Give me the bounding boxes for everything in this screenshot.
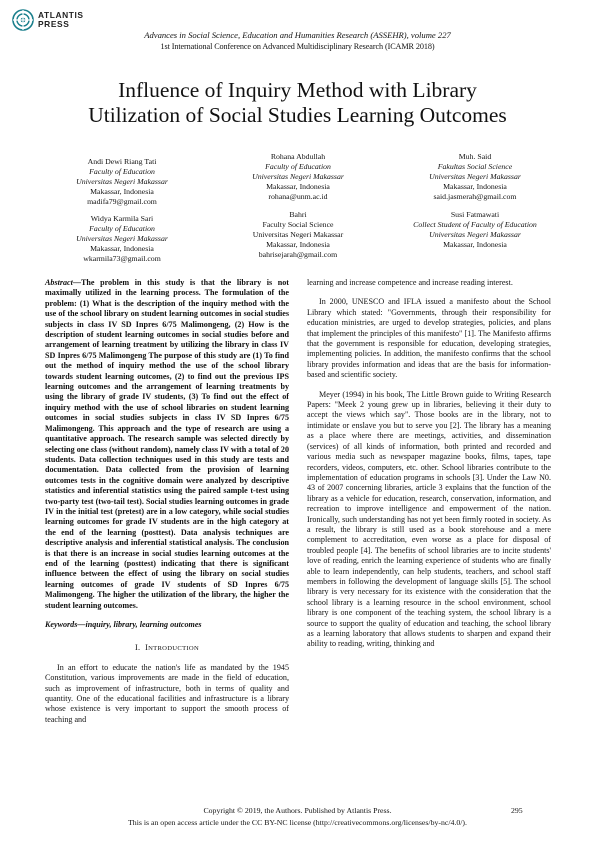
author-univ: Universitas Negeri Makassar [76,177,168,186]
meyer-paragraph: Meyer (1994) in his book, The Little Brown guide to Writing Research Papers: "Meek 2 young grew up in libraries, believing it their duty to accept the views which say". Those books are in the library, not to intimidate or enslave you but to serve you [2]. The library has a meaning as a place where there are meetings, activities, and dissemination (services) of all kinds of information, both printed and recorded and various media such as newspaper magazine books, films, tapes, tape recorders, videos, computers, etc. other. School libraries contribute to the implementation of education programs in schools [3]. Under the Law N0. 43 of 2007 concerning libraries, article 3 explains that the function of the library as a vehicle for education, research, conservation, information, and recreation to improve intelligence and empowerment of the nation. Ironically, such understanding has not yet been firmly rooted in society. As a result, the library is still used as a book storehouse and a mere complement to accreditation, even worse as a place for disposal of troubled people [4]. The benefits of school libraries are to incite students' love of reading, enrich the learning experience of students who are finally able to learn independently, can help students, teachers, and school staff members in following the development of language skills [5]. The school library is very necessary for its existence with the consideration that the school library is a learning resource in the school environment, school library is one component of the teaching system, the school library is a source to support the quality of education and teaching, the school library as a learning laboratory that allows students to sharpen and expand their ability to reading, writing, thinking and [307,389,551,649]
author-univ: Universitas Negeri Makassar [252,172,344,181]
right-column [307,278,551,659]
author-city: Makassar, Indonesia [90,187,154,196]
section-number: I. [134,643,141,653]
section-title-initial: I [145,643,149,653]
author-block [385,210,565,250]
atlantis-press-logo-icon [12,9,34,31]
author-dept: Faculty of Education [89,224,155,233]
author-block [395,152,555,202]
keywords: Keywords—inquiry, library, learning outcomes [45,620,202,629]
logo-line-1: ATLANTIS [38,10,84,20]
author-city: Makassar, Indonesia [266,240,330,249]
author-email: wkarmila73@gmail.com [83,254,161,263]
author-name: Widya Karmila Sari [90,214,154,223]
author-name: Rohana Abdullah [270,152,326,161]
license-line: This is an open access article under the CC BY-NC license (http://creativecommons.org/licenses/by-nc/4.0/). [128,818,467,827]
author-dept: Collect Student of Faculty of Education [413,220,537,229]
author-city: Makassar, Indonesia [443,240,507,249]
section-title-rest: NTRODUCTION [148,645,200,653]
author-univ: Universitas Negeri Makassar [252,230,344,239]
author-name: Bahri [289,210,307,219]
intro-paragraph: In an effort to educate the nation's life as mandated by the 1945 Constitution, various improvements are made in the field of education, such as improvement of infrastructure, both in terms of quality and quantity. One of the educational facilities and infrastructure is a library whose existence is very important to support the smooth process of teaching and [45,662,289,724]
abstract-text: The problem in this study is that the library is not maximally utilized in the learning process. The formulation of the problem: (1) What is the description of the inquiry method with the use of the school library on student learning outcomes in social studies subjects in class IV SD Inpres 6/75 Malimongeng, (2) How is the description of student learning outcomes in social studies before and arrangement of learning treatment by utilizing the library in class IV SD Inpres 6/75 Malimongeng The purpose of this study are (1) To find out the method of inquiry method the use of the school library towards student learning outcomes, (2) to find out the previous IPS learning outcomes and the arrangement of learning treatments by using the library of grade IV students, (3) To find out the effect of inquiry method with the use of school libraries on student learning outcomes in social studies subjects in class IV SD Inpres 6/75 Malimongeng. This approach and the type of research are using a quantitative approach. The research sample was selected directly by selecting one class (without random), namely class IV with a total of 20 students. Data collection techniques used in this study are tests and documentation. Data collected from the provision of learning outcomes tests in the cognitive domain were analyzed by descriptive statistics and inferential statistics using the paired sample t-test using two-party test (two-tail test). Social studies learning outcomes in grade IV in the initial test (pretest) are in a low category, while social studies learning outcomes for grade IV students are in the high category at the end of the learning (posttest). Data analysis techniques are descriptive analysis and inferential statistical analysis. The conclusion is that there is an increase in social studies learning outcomes at the end of the learning (posttest) indicating that there is significant influence between the effect of using the library on social studies learning outcomes of grade IV students of SD Inpres 6/75 Malimongeng. The higher the utilization of the library, the higher the student learning outcomes. [45,278,289,610]
author-block [42,157,202,207]
author-dept: Fakultas Social Science [437,162,513,171]
author-name: Muh. Said [458,152,492,161]
author-name: Susi Fatmawati [450,210,500,219]
author-email: madifa79@gmail.com [87,197,157,206]
author-block [218,210,378,260]
copyright-line: Copyright © 2019, the Authors. Published by Atlantis Press. [203,806,392,815]
publisher-logo [12,9,84,31]
left-column [45,278,289,734]
abstract: Abstract—The problem in this study is that the library is not maximally utilized in the learning process. The formulation of the problem: (1) What is the description of the inquiry method with the use of the school library on student learning outcomes in social studies subjects in class IV SD Inpres 6/75 Malimongeng, (2) How is the description of student learning outcomes in social studies before and arrangement of learning treatment by utilizing the library in class IV SD Inpres 6/75 Malimongeng The purpose of this study are (1) To find out the method of inquiry method the use of the school library towards student learning outcomes, (2) to find out the previous IPS learning outcomes and the arrangement of learning treatments by using the library of grade IV students, (3) To find out the effect of inquiry method with the use of school libraries on student learning outcomes in social studies subjects in class IV SD Inpres 6/75 Malimongeng. This approach and the type of research are using a quantitative approach. The research sample was selected directly by selecting one class (without random), namely class IV with a total of 20 students. Data collection techniques used in this study are tests and documentation. Data collected from the provision of learning outcomes tests in the cognitive domain were analyzed by descriptive statistics and inferential statistics using the paired sample t-test using two-party test (two-tail test). Social studies learning outcomes in grade IV in the initial test (pretest) are in a low category, while social studies learning outcomes for grade IV students are in the high category at the end of the learning (posttest). Data analysis techniques are descriptive analysis and inferential statistical analysis. The conclusion is that there is an increase in social studies learning outcomes at the end of the learning (posttest) indicating that there is significant influence between the effect of using the library on social studies learning outcomes of grade IV students of SD Inpres 6/75 Malimongeng. The higher the utilization of the library, the higher the student learning outcomes. [45,278,289,610]
author-univ: Universitas Negeri Makassar [429,172,521,181]
logo-line-2: PRESS [38,19,70,29]
abstract-label: Abstract [45,278,73,287]
logo-wordmark [38,11,84,29]
author-email: bahrisejarah@gmail.com [258,250,338,259]
journal-header: Advances in Social Science, Education and Humanities Research (ASSEHR), volume 227 [144,30,451,40]
page-number: 295 [511,806,523,815]
title-line-2: Utilization of Social Studies Learning Outcomes [88,103,507,127]
author-univ: Universitas Negeri Makassar [429,230,521,239]
author-email: said.jasmerah@gmail.com [433,192,517,201]
title-line-1: Influence of Inquiry Method with Library [118,78,477,102]
author-dept: Faculty of Education [265,162,331,171]
conference-header: 1st International Conference on Advanced Multidisciplinary Research (ICAMR 2018) [160,42,435,51]
author-city: Makassar, Indonesia [266,182,330,191]
author-dept: Faculty Social Science [262,220,334,229]
author-city: Makassar, Indonesia [90,244,154,253]
author-email: rohana@unm.ac.id [268,192,328,201]
paper-title [40,78,555,128]
author-block [218,152,378,202]
author-dept: Faculty of Education [89,167,155,176]
unesco-paragraph: In 2000, UNESCO and IFLA issued a manifesto about the School Library which stated: "Governments, through their responsibility for education ministries, are urged to develop strategies, policies, and plans that implement the principles of this manifesto" [1]. The Manifesto affirms that the government is responsible for education, developing strategies, implementing policies. In addition, the manifesto confirms that the school library provides information and ideas that are the basis for information-based and scientific society. [307,297,551,380]
section-heading [45,643,289,654]
author-univ: Universitas Negeri Makassar [76,234,168,243]
author-name: Andi Dewi Riang Tati [87,157,157,166]
continued-paragraph: learning and increase competence and increase reading interest. [307,278,513,287]
author-city: Makassar, Indonesia [443,182,507,191]
author-block [42,214,202,264]
